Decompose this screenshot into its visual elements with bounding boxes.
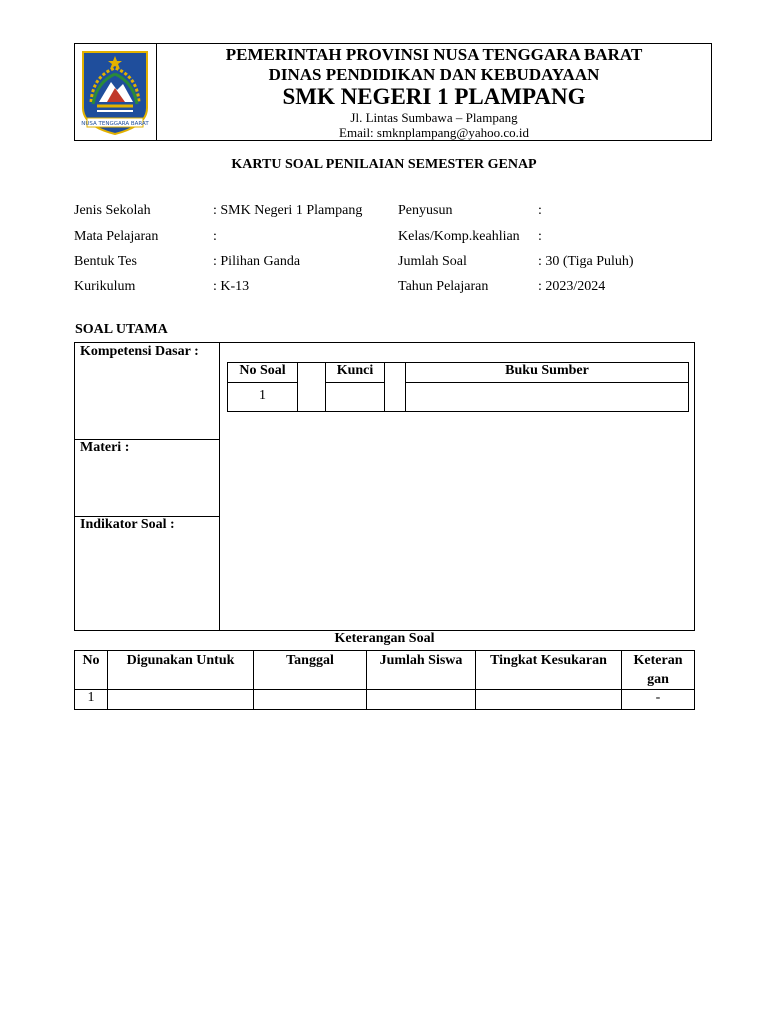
- school-address: Jl. Lintas Sumbawa – Plampang: [350, 110, 518, 125]
- logo-cell: [75, 44, 157, 140]
- question-meta-column: [75, 343, 220, 630]
- table-header-cell: [107, 650, 254, 690]
- table-spacer-cell: [384, 362, 406, 412]
- table-cell: [74, 689, 108, 710]
- kompetensi-dasar-label: Kompetensi Dasar :: [80, 344, 199, 359]
- header-keterangan-line2: gan: [647, 672, 669, 687]
- letterhead: [74, 43, 712, 141]
- table-cell: [253, 689, 367, 710]
- keterangan-table: [74, 650, 695, 710]
- table-header-cell: [405, 362, 689, 383]
- info-value-tahun-pelajaran: : 2023/2024: [538, 279, 606, 294]
- school-name: SMK NEGERI 1 PLAMPANG: [282, 84, 586, 109]
- materi-label: Materi :: [80, 440, 130, 455]
- table-header-cell: [253, 650, 367, 690]
- table-header-cell: [475, 650, 622, 690]
- school-email: Email: smknplampang@yahoo.co.id: [339, 125, 529, 140]
- header-tanggal: Tanggal: [286, 653, 334, 668]
- header-kunci: Kunci: [336, 363, 374, 378]
- info-label-mata-pelajaran: Mata Pelajaran: [74, 229, 159, 244]
- table-cell: [107, 689, 254, 710]
- info-value-bentuk-tes: : Pilihan Ganda: [213, 254, 301, 269]
- ntb-emblem-logo: [79, 48, 151, 136]
- info-label-penyusun: Penyusun: [398, 203, 453, 218]
- info-value-jenis-sekolah: : SMK Negeri 1 Plampang: [213, 203, 363, 218]
- info-label-jenis-sekolah: Jenis Sekolah: [74, 203, 151, 218]
- keterangan-title: Keterangan Soal: [334, 631, 435, 646]
- header-no: No: [82, 653, 100, 668]
- header-digunakan-untuk: Digunakan Untuk: [126, 653, 235, 668]
- logo-text: NUSA TENGGARA BARAT: [81, 121, 149, 127]
- header-keterangan-line1: Keteran: [633, 653, 683, 668]
- table-header-cell: [227, 362, 298, 383]
- info-label-kelas: Kelas/Komp.keahlian: [398, 229, 520, 244]
- answer-key-table: [227, 362, 689, 412]
- table-header-cell: [366, 650, 476, 690]
- section-title-soal-utama: SOAL UTAMA: [75, 322, 168, 337]
- info-value-kelas: :: [538, 229, 542, 244]
- table-cell: [325, 382, 385, 412]
- info-label-bentuk-tes: Bentuk Tes: [74, 254, 137, 269]
- table-cell: [621, 689, 695, 710]
- info-value-mata-pelajaran: :: [213, 229, 217, 244]
- header-no-soal: No Soal: [239, 363, 286, 378]
- table-header-cell: [325, 362, 385, 383]
- header-jumlah-siswa: Jumlah Siswa: [379, 653, 463, 668]
- cell-keterangan: -: [655, 690, 661, 705]
- table-cell: [405, 382, 689, 412]
- info-value-jumlah-soal: : 30 (Tiga Puluh): [538, 254, 634, 269]
- table-cell: [227, 382, 298, 412]
- table-cell: [366, 689, 476, 710]
- department-name: DINAS PENDIDIKAN DAN KEBUDAYAAN: [268, 65, 600, 84]
- cell-no-soal: 1: [259, 388, 266, 403]
- header-buku-sumber: Buku Sumber: [505, 363, 589, 378]
- info-value-penyusun: :: [538, 203, 542, 218]
- indikator-soal-label: Indikator Soal :: [80, 517, 175, 532]
- info-value-kurikulum: : K-13: [213, 279, 250, 294]
- government-name: PEMERINTAH PROVINSI NUSA TENGGARA BARAT: [225, 45, 643, 64]
- table-cell: [475, 689, 622, 710]
- cell-no: 1: [87, 690, 95, 705]
- info-label-kurikulum: Kurikulum: [74, 279, 136, 294]
- table-header-cell: [621, 650, 695, 690]
- info-label-tahun-pelajaran: Tahun Pelajaran: [398, 279, 489, 294]
- document-title: KARTU SOAL PENILAIAN SEMESTER GENAP: [231, 157, 537, 172]
- table-header-cell: [74, 650, 108, 690]
- header-tingkat-kesukaran: Tingkat Kesukaran: [490, 653, 607, 668]
- info-label-jumlah-soal: Jumlah Soal: [398, 254, 467, 269]
- table-spacer-cell: [297, 362, 326, 412]
